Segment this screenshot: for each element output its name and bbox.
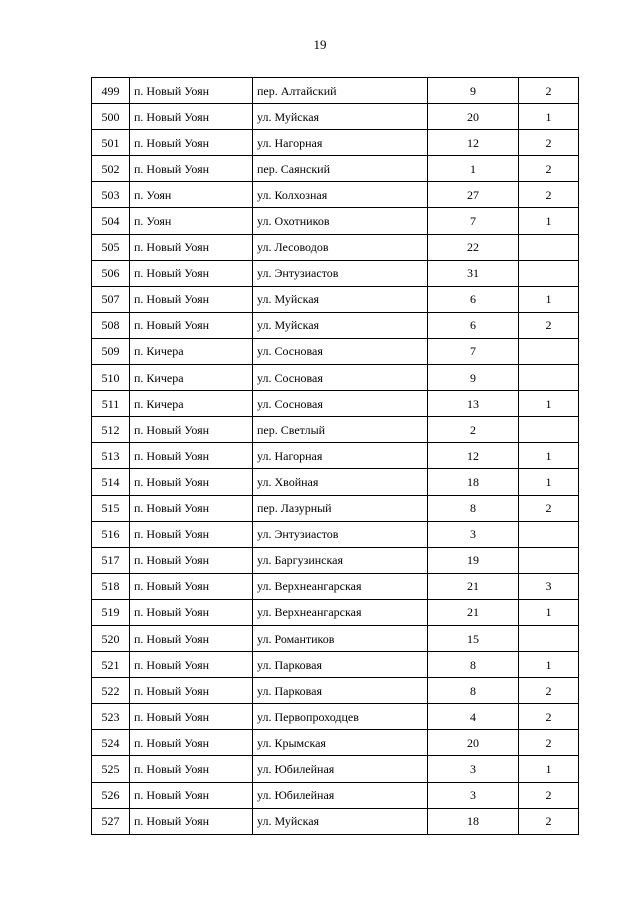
locality-cell: п. Новый Уоян [130, 495, 253, 521]
house-number-cell: 20 [428, 104, 519, 130]
extra-number-cell: 1 [519, 391, 579, 417]
house-number-cell: 18 [428, 808, 519, 834]
locality-cell: п. Новый Уоян [130, 652, 253, 678]
house-number-cell: 18 [428, 469, 519, 495]
table-row [92, 443, 579, 469]
street-cell: ул. Верхнеангарская [253, 599, 428, 625]
table-row [92, 208, 579, 234]
house-number-cell: 8 [428, 678, 519, 704]
house-number-cell: 12 [428, 130, 519, 156]
row-number-cell: 509 [92, 338, 130, 364]
table-row [92, 573, 579, 599]
extra-number-cell: 1 [519, 652, 579, 678]
row-number-cell: 506 [92, 260, 130, 286]
house-number-cell: 9 [428, 78, 519, 104]
row-number-cell: 526 [92, 782, 130, 808]
page-number: 19 [313, 37, 327, 52]
row-number-cell: 516 [92, 521, 130, 547]
extra-number-cell: 2 [519, 808, 579, 834]
street-cell: ул. Нагорная [253, 443, 428, 469]
table-row [92, 104, 579, 130]
table-row [92, 808, 579, 834]
extra-number-cell: 1 [519, 756, 579, 782]
street-cell: пер. Алтайский [253, 78, 428, 104]
row-number-cell: 500 [92, 104, 130, 130]
table-row [92, 652, 579, 678]
extra-number-cell [519, 547, 579, 573]
locality-cell: п. Новый Уоян [130, 547, 253, 573]
table-row [92, 312, 579, 338]
table-row [92, 495, 579, 521]
street-cell: ул. Парковая [253, 678, 428, 704]
extra-number-cell: 2 [519, 704, 579, 730]
row-number-cell: 511 [92, 391, 130, 417]
table-row [92, 469, 579, 495]
house-number-cell: 3 [428, 782, 519, 808]
street-cell: ул. Нагорная [253, 130, 428, 156]
extra-number-cell: 2 [519, 495, 579, 521]
extra-number-cell [519, 338, 579, 364]
street-cell: ул. Лесоводов [253, 234, 428, 260]
locality-cell: п. Новый Уоян [130, 130, 253, 156]
row-number-cell: 503 [92, 182, 130, 208]
locality-cell: п. Новый Уоян [130, 260, 253, 286]
extra-number-cell: 1 [519, 469, 579, 495]
house-number-cell: 3 [428, 756, 519, 782]
extra-number-cell: 2 [519, 182, 579, 208]
table-row [92, 521, 579, 547]
row-number-cell: 505 [92, 234, 130, 260]
table-row [92, 782, 579, 808]
extra-number-cell: 1 [519, 599, 579, 625]
house-number-cell: 3 [428, 521, 519, 547]
table-row [92, 756, 579, 782]
locality-cell: п. Новый Уоян [130, 156, 253, 182]
row-number-cell: 520 [92, 625, 130, 651]
house-number-cell: 1 [428, 156, 519, 182]
extra-number-cell: 1 [519, 286, 579, 312]
street-cell: ул. Колхозная [253, 182, 428, 208]
street-cell: ул. Крымская [253, 730, 428, 756]
row-number-cell: 518 [92, 573, 130, 599]
row-number-cell: 517 [92, 547, 130, 573]
extra-number-cell: 2 [519, 678, 579, 704]
row-number-cell: 515 [92, 495, 130, 521]
house-number-cell: 20 [428, 730, 519, 756]
row-number-cell: 522 [92, 678, 130, 704]
table-row [92, 678, 579, 704]
locality-cell: п. Новый Уоян [130, 782, 253, 808]
street-cell: пер. Саянский [253, 156, 428, 182]
table-row [92, 365, 579, 391]
locality-cell: п. Новый Уоян [130, 756, 253, 782]
locality-cell: п. Новый Уоян [130, 443, 253, 469]
street-cell: ул. Баргузинская [253, 547, 428, 573]
extra-number-cell [519, 365, 579, 391]
extra-number-cell: 2 [519, 312, 579, 338]
locality-cell: п. Новый Уоян [130, 78, 253, 104]
table-row [92, 78, 579, 104]
extra-number-cell [519, 521, 579, 547]
house-number-cell: 7 [428, 338, 519, 364]
street-cell: ул. Романтиков [253, 625, 428, 651]
table-row [92, 417, 579, 443]
house-number-cell: 27 [428, 182, 519, 208]
table-row [92, 260, 579, 286]
street-cell: ул. Охотников [253, 208, 428, 234]
locality-cell: п. Новый Уоян [130, 625, 253, 651]
house-number-cell: 4 [428, 704, 519, 730]
extra-number-cell: 1 [519, 443, 579, 469]
street-cell: пер. Лазурный [253, 495, 428, 521]
locality-cell: п. Уоян [130, 182, 253, 208]
house-number-cell: 19 [428, 547, 519, 573]
extra-number-cell: 2 [519, 730, 579, 756]
table-row [92, 286, 579, 312]
table-row [92, 156, 579, 182]
table-row [92, 730, 579, 756]
locality-cell: п. Новый Уоян [130, 104, 253, 130]
row-number-cell: 510 [92, 365, 130, 391]
house-number-cell: 22 [428, 234, 519, 260]
street-cell: ул. Сосновая [253, 338, 428, 364]
table-row [92, 547, 579, 573]
street-cell: ул. Муйская [253, 808, 428, 834]
locality-cell: п. Новый Уоян [130, 599, 253, 625]
row-number-cell: 527 [92, 808, 130, 834]
house-number-cell: 9 [428, 365, 519, 391]
street-cell: пер. Светлый [253, 417, 428, 443]
street-cell: ул. Муйская [253, 312, 428, 338]
table-row [92, 234, 579, 260]
street-cell: ул. Юбилейная [253, 756, 428, 782]
extra-number-cell [519, 625, 579, 651]
row-number-cell: 512 [92, 417, 130, 443]
extra-number-cell: 1 [519, 104, 579, 130]
locality-cell: п. Новый Уоян [130, 730, 253, 756]
house-number-cell: 6 [428, 286, 519, 312]
table-row [92, 704, 579, 730]
row-number-cell: 513 [92, 443, 130, 469]
street-cell: ул. Сосновая [253, 391, 428, 417]
locality-cell: п. Новый Уоян [130, 808, 253, 834]
street-cell: ул. Муйская [253, 104, 428, 130]
row-number-cell: 507 [92, 286, 130, 312]
row-number-cell: 524 [92, 730, 130, 756]
locality-cell: п. Новый Уоян [130, 521, 253, 547]
extra-number-cell [519, 417, 579, 443]
house-number-cell: 21 [428, 599, 519, 625]
extra-number-cell: 2 [519, 156, 579, 182]
extra-number-cell: 2 [519, 782, 579, 808]
row-number-cell: 508 [92, 312, 130, 338]
row-number-cell: 499 [92, 78, 130, 104]
table-row [92, 391, 579, 417]
street-cell: ул. Сосновая [253, 365, 428, 391]
street-cell: ул. Хвойная [253, 469, 428, 495]
table-row [92, 599, 579, 625]
house-number-cell: 7 [428, 208, 519, 234]
locality-cell: п. Кичера [130, 391, 253, 417]
street-cell: ул. Верхнеангарская [253, 573, 428, 599]
locality-cell: п. Новый Уоян [130, 678, 253, 704]
row-number-cell: 525 [92, 756, 130, 782]
locality-cell: п. Кичера [130, 365, 253, 391]
extra-number-cell: 1 [519, 208, 579, 234]
street-cell: ул. Парковая [253, 652, 428, 678]
table-row [92, 338, 579, 364]
row-number-cell: 502 [92, 156, 130, 182]
extra-number-cell [519, 260, 579, 286]
locality-cell: п. Новый Уоян [130, 573, 253, 599]
address-table [91, 77, 579, 835]
locality-cell: п. Кичера [130, 338, 253, 364]
locality-cell: п. Новый Уоян [130, 704, 253, 730]
table-row [92, 625, 579, 651]
extra-number-cell: 2 [519, 130, 579, 156]
house-number-cell: 2 [428, 417, 519, 443]
table-row [92, 182, 579, 208]
locality-cell: п. Новый Уоян [130, 234, 253, 260]
locality-cell: п. Новый Уоян [130, 469, 253, 495]
locality-cell: п. Новый Уоян [130, 312, 253, 338]
house-number-cell: 13 [428, 391, 519, 417]
street-cell: ул. Муйская [253, 286, 428, 312]
street-cell: ул. Энтузиастов [253, 260, 428, 286]
house-number-cell: 21 [428, 573, 519, 599]
extra-number-cell: 3 [519, 573, 579, 599]
house-number-cell: 6 [428, 312, 519, 338]
locality-cell: п. Новый Уоян [130, 286, 253, 312]
row-number-cell: 501 [92, 130, 130, 156]
locality-cell: п. Уоян [130, 208, 253, 234]
house-number-cell: 8 [428, 652, 519, 678]
row-number-cell: 523 [92, 704, 130, 730]
row-number-cell: 504 [92, 208, 130, 234]
house-number-cell: 8 [428, 495, 519, 521]
row-number-cell: 519 [92, 599, 130, 625]
address-table-body [92, 78, 579, 835]
extra-number-cell [519, 234, 579, 260]
street-cell: ул. Юбилейная [253, 782, 428, 808]
extra-number-cell: 2 [519, 78, 579, 104]
house-number-cell: 15 [428, 625, 519, 651]
street-cell: ул. Первопроходцев [253, 704, 428, 730]
row-number-cell: 521 [92, 652, 130, 678]
locality-cell: п. Новый Уоян [130, 417, 253, 443]
table-row [92, 130, 579, 156]
row-number-cell: 514 [92, 469, 130, 495]
street-cell: ул. Энтузиастов [253, 521, 428, 547]
house-number-cell: 31 [428, 260, 519, 286]
house-number-cell: 12 [428, 443, 519, 469]
